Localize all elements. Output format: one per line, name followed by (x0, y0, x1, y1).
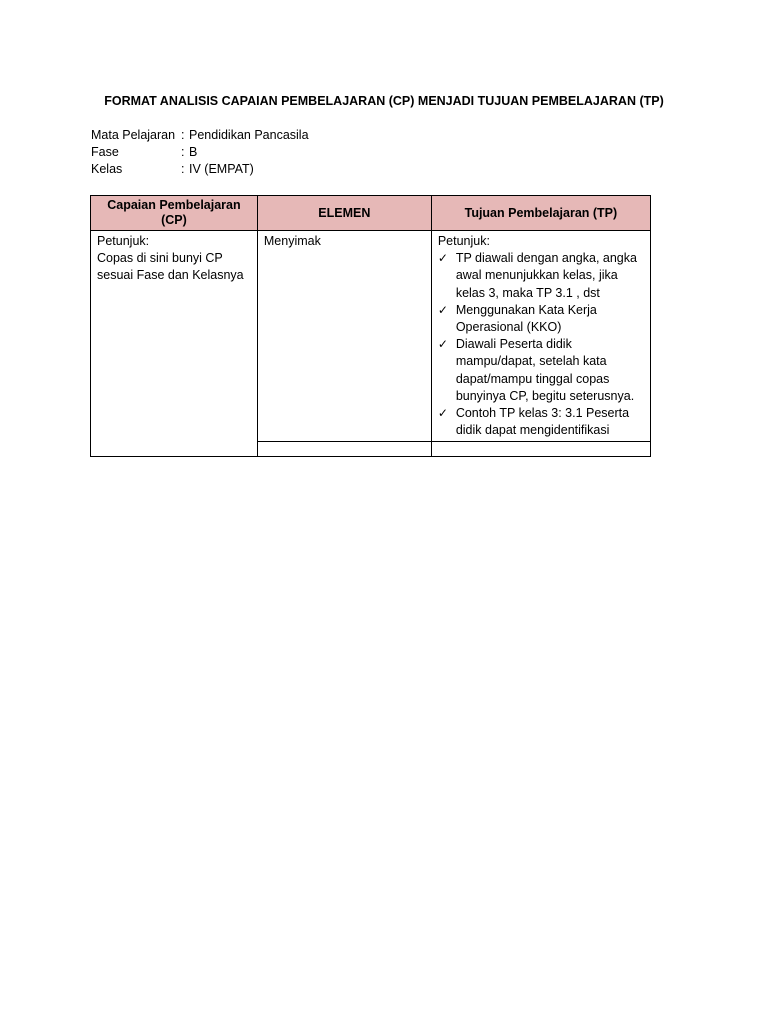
list-item (438, 336, 644, 405)
list-item-text: TP diawali dengan angka, angka awal menunjukkan kelas, jika kelas 3, maka TP 3.1 , dst (455, 251, 637, 300)
check-icon: ✓ (437, 251, 448, 266)
list-item-text: Diawali Peserta didik mampu/dapat, setelah kata dapat/mampu tinggal copas bunyinya CP, begitu seterusnya. (455, 337, 635, 403)
cp-cell (91, 231, 258, 457)
tp-instruction-label: Petunjuk: (437, 234, 490, 248)
empty-cell (257, 442, 431, 457)
meta-label: Kelas (91, 162, 123, 176)
tp-cell (431, 231, 650, 442)
meta-separator: : (181, 162, 185, 176)
analysis-table (90, 195, 651, 457)
check-icon: ✓ (437, 406, 448, 421)
meta-row-phase (91, 144, 309, 161)
table-row (91, 231, 651, 442)
list-item (438, 302, 644, 336)
meta-separator: : (181, 145, 185, 159)
table-header-row (91, 196, 651, 231)
cp-instruction-line: sesuai Fase dan Kelasnya (97, 268, 244, 283)
meta-value: Pendidikan Pancasila (189, 128, 309, 142)
list-item (438, 250, 644, 302)
header-tp: Tujuan Pembelajaran (TP) (431, 196, 650, 231)
list-item-text: Menggunakan Kata Kerja Operasional (KKO) (455, 302, 597, 335)
check-icon: ✓ (437, 302, 448, 317)
empty-cell (431, 442, 650, 457)
list-item (438, 405, 644, 439)
meta-row-class (91, 161, 309, 178)
cp-instruction-line: Copas di sini bunyi CP (97, 251, 223, 266)
meta-label: Mata Pelajaran (91, 128, 176, 142)
list-item-text: Contoh TP kelas 3: 3.1 Peserta didik dapat mengidentifikasi (455, 406, 630, 438)
meta-row-subject (91, 127, 309, 144)
page-title: FORMAT ANALISIS CAPAIAN PEMBELAJARAN (CP) MENJADI TUJUAN PEMBELAJARAN (TP) (104, 94, 664, 108)
tp-instruction-list (438, 250, 644, 439)
meta-value: B (189, 145, 198, 159)
meta-label: Fase (91, 145, 119, 159)
meta-value: IV (EMPAT) (189, 162, 254, 176)
header-cp-line1: Capaian Pembelajaran (107, 198, 241, 212)
header-cp (91, 196, 258, 231)
cp-instruction-label: Petunjuk: (97, 234, 150, 248)
check-icon: ✓ (437, 337, 448, 352)
header-elemen: ELEMEN (257, 196, 431, 231)
meta-separator: : (181, 128, 185, 142)
document-meta (91, 127, 309, 178)
header-cp-line2: (CP) (161, 213, 187, 227)
elemen-cell: Menyimak (257, 231, 431, 442)
